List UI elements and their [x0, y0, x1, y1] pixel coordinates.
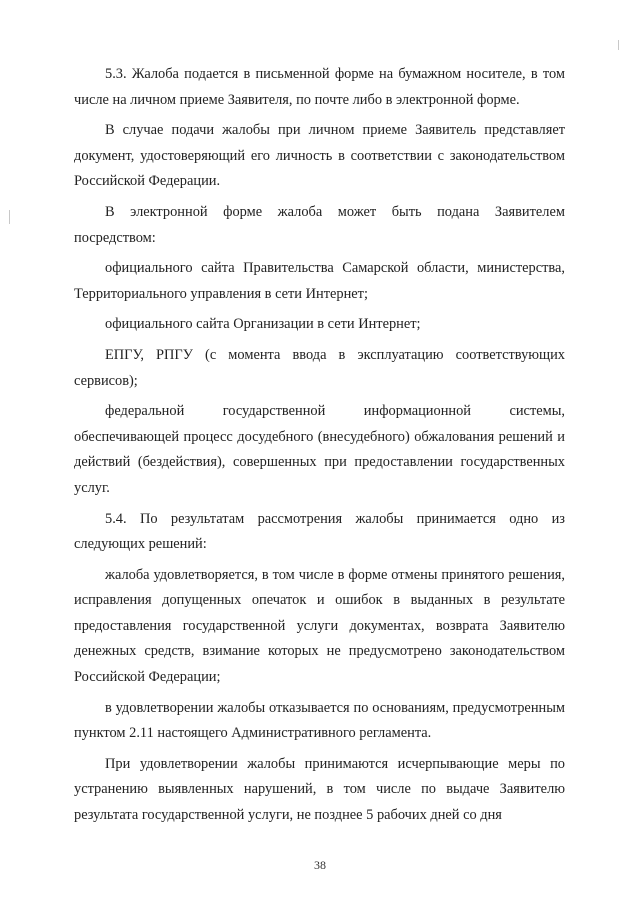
list-item-complaint-refused: в удовлетворении жалобы отказывается по основаниям, предусмотренным пунктом 2.11 настоящего Административного регламента.	[74, 699, 565, 742]
paragraph-5-3: 5.3. Жалоба подается в письменной форме на бумажном носителе, в том числе на личном приеме Заявителя, по почте либо в электронной форме.	[74, 66, 565, 108]
list-item-complaint-satisfied: жалоба удовлетворяется, в том числе в форме отмены принятого решения, исправления допущенных опечаток и ошибок в выданных в результате предоставления государственной услуги документах, возврата Заявителю денежных средств, взимание которых не предусмотрено законодательством Российской Федерации;	[74, 566, 565, 686]
page-number: 38	[314, 858, 326, 872]
scan-edge-mark-left	[9, 210, 10, 224]
paragraph-personal-reception: В случае подачи жалобы при личном приеме Заявитель представляет документ, удостоверяющий его личность в соответствии с законодательством Российской Федерации.	[74, 122, 565, 190]
scan-edge-mark-right	[618, 40, 619, 50]
list-item-organization-site: официального сайта Организации в сети Интернет;	[105, 316, 421, 333]
paragraph-electronic-form: В электронной форме жалоба может быть подана Заявителем посредством:	[74, 203, 565, 246]
list-item-epgu-rpgu: ЕПГУ, РПГУ (с момента ввода в эксплуатацию соответствующих сервисов);	[74, 346, 565, 389]
paragraph-satisfaction-measures: При удовлетворении жалобы принимаются исчерпывающие меры по устранению выявленных нарушений, в том числе по выдаче Заявителю результата государственной услуги, не позднее 5 рабочих дней со дня	[74, 755, 565, 824]
paragraph-5-4: 5.4. По результатам рассмотрения жалобы принимается одно из следующих решений:	[74, 510, 565, 553]
document-page	[74, 62, 565, 834]
list-item-federal-system: федеральной государственной информационной системы, обеспечивающей процесс досудебного (внесудебного) обжалования решений и действий (бездействия), совершенных при предоставлении государственных услуг.	[74, 403, 565, 496]
list-item-government-site: официального сайта Правительства Самарской области, министерства, Территориального управления в сети Интернет;	[74, 260, 565, 302]
